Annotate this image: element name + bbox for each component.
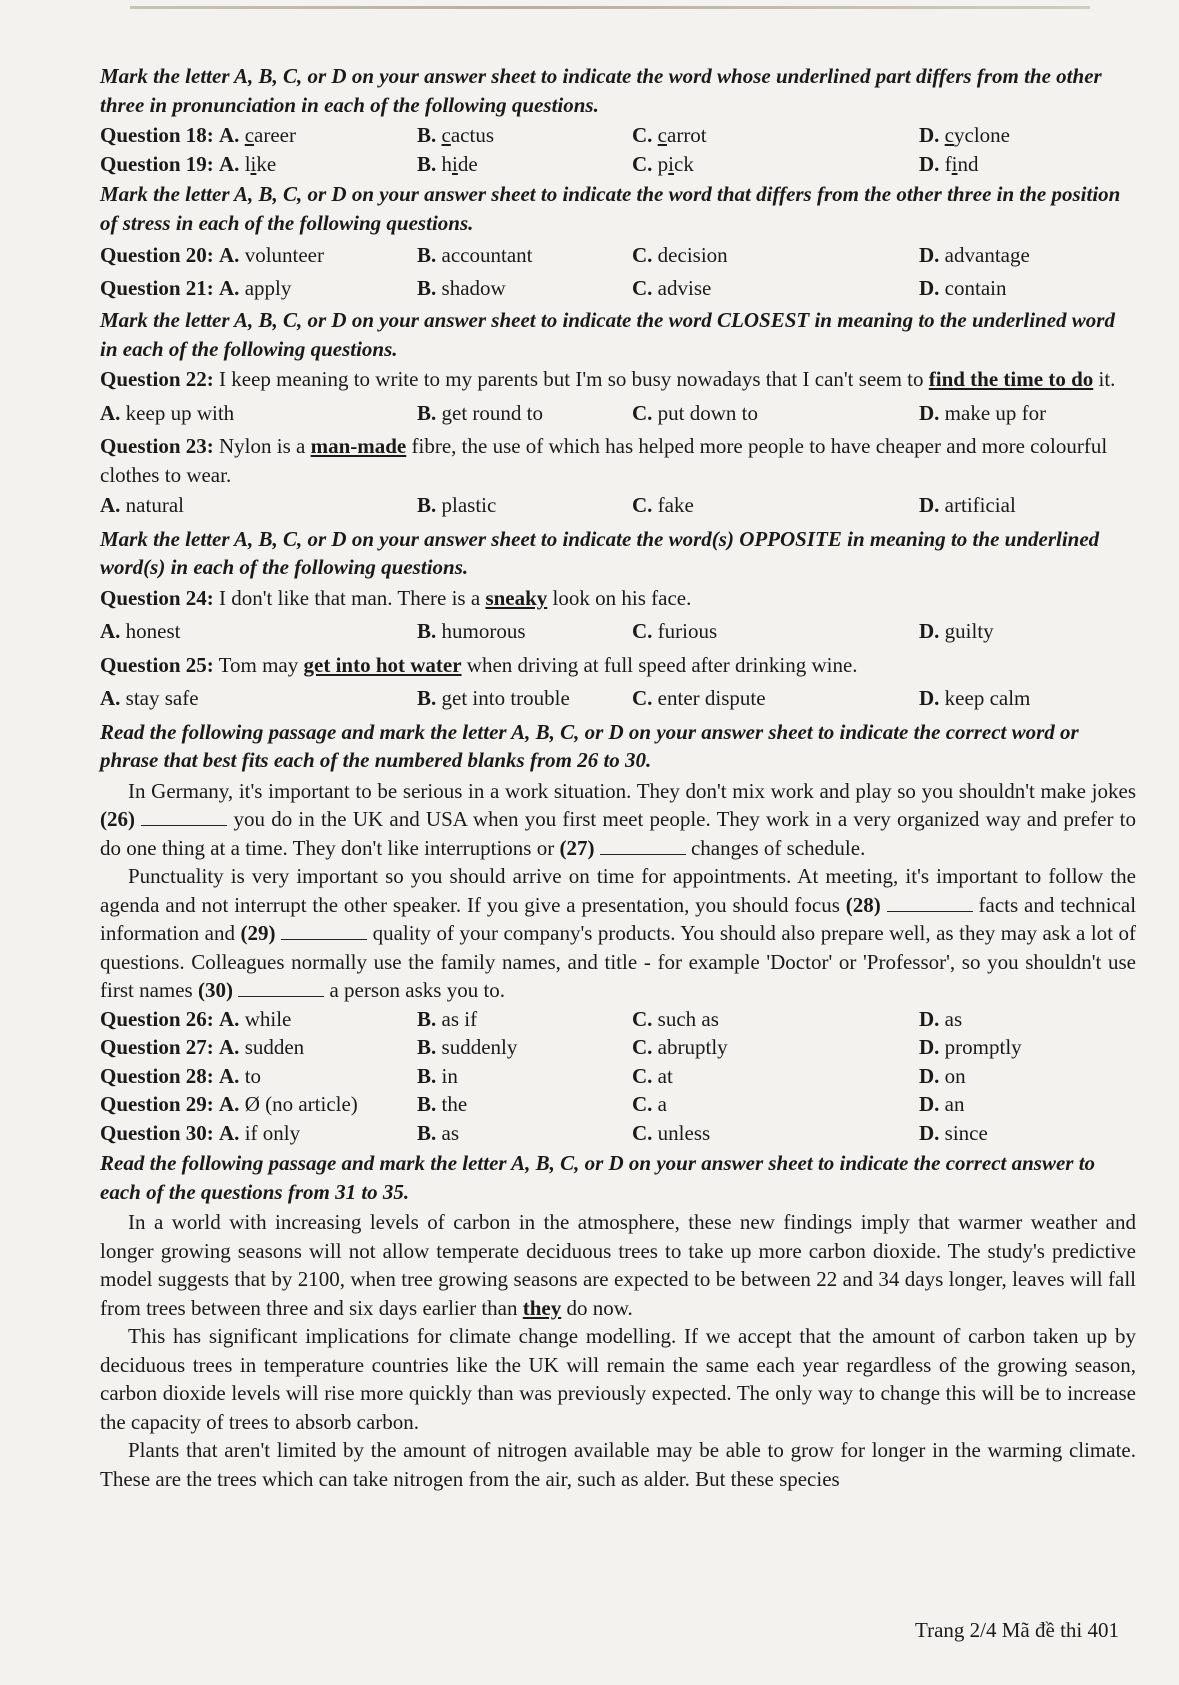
- q30-option-a: Question 30: A. if only: [100, 1120, 301, 1145]
- q20-option-a: Question 20: A. volunteer: [100, 243, 324, 267]
- q19-option-d: D. find: [919, 151, 979, 176]
- q24-option-a: A. honest: [100, 619, 181, 643]
- q25-option-b: B. get into trouble: [417, 686, 570, 710]
- q30-option-c: C. unless: [632, 1120, 711, 1145]
- q18-option-d: D. cyclone: [919, 123, 1010, 147]
- q22-option-c: C. put down to: [632, 400, 759, 425]
- instruction-closest-meaning: Mark the letter A, B, C, or D on your answer sheet to indicate the word CLOSEST in meaning to the underlined word in each of the following questions.: [100, 308, 1115, 361]
- q21-option-b: B. shadow: [417, 275, 506, 300]
- instruction-pronunciation: Mark the letter A, B, C, or D on your answer sheet to indicate the word whose underlined part differs from the other three in pronunciation in each of the following questions.: [100, 64, 1102, 117]
- q23-option-c: C. fake: [632, 493, 694, 517]
- blank-26: [141, 807, 227, 826]
- q22-option-a: A. keep up with: [100, 400, 235, 425]
- question-21-row: [100, 274, 1136, 303]
- reading-paragraph-3: Plants that aren't limited by the amount of nitrogen available may be able to grow for longer in the warming climate. These are the trees which can take nitrogen from the air, such as alder. But these species: [100, 1438, 1136, 1491]
- reading-paragraph-1: In a world with increasing levels of carbon in the atmosphere, these new findings imply that warmer weather and longer growing seasons will not allow temperate deciduous trees to take up more carbon dioxide. The study's predictive model suggests that by 2100, when tree growing seasons are expected to be between 22 and 34 days longer, leaves will fall from trees between three and six days earlier than they do now.: [100, 1210, 1136, 1320]
- question-26-row: [100, 1005, 1136, 1034]
- page-footer: Trang 2/4 Mã đề thi 401: [915, 1618, 1119, 1642]
- q24-option-c: C. furious: [632, 619, 718, 643]
- instruction-cloze-passage: Read the following passage and mark the letter A, B, C, or D on your answer sheet to indicate the correct word or phrase that best fits each of the numbered blanks from 26 to 30.: [100, 719, 1079, 772]
- q23-option-b: B. plastic: [417, 493, 497, 517]
- q20-option-b: B. accountant: [417, 243, 533, 267]
- q28-option-a: Question 28: A. to: [100, 1063, 262, 1088]
- q26-option-a: Question 26: A. while: [100, 1006, 292, 1031]
- question-20-row: [100, 241, 1136, 270]
- blank-30: [238, 978, 324, 997]
- q18-option-b: B. cactus: [417, 123, 494, 147]
- q27-option-d: D. promptly: [919, 1035, 1022, 1059]
- q26-option-b: B. as if: [417, 1006, 478, 1031]
- q29-option-c: C. a: [632, 1092, 667, 1116]
- blank-27: [600, 836, 686, 855]
- instruction-opposite-meaning: Mark the letter A, B, C, or D on your answer sheet to indicate the word(s) OPPOSITE in meaning to the underlined word(s) in each of the following questions.: [100, 526, 1100, 579]
- question-24-text: Question 24: I don't like that man. There is a sneaky look on his face.: [100, 585, 692, 610]
- q28-option-c: C. at: [632, 1063, 673, 1088]
- question-28-row: [100, 1062, 1136, 1091]
- blank-29: [281, 921, 367, 940]
- question-22-options: [100, 399, 1136, 428]
- q27-option-c: C. abruptly: [632, 1035, 728, 1059]
- q22-option-d: D. make up for: [919, 400, 1047, 425]
- q27-option-a: Question 27: A. sudden: [100, 1035, 305, 1059]
- q19-option-b: B. hide: [417, 151, 478, 176]
- top-edge-line: [130, 6, 1090, 9]
- question-18-row: [100, 121, 1136, 150]
- q20-option-c: C. decision: [632, 243, 728, 267]
- question-19-row: [100, 150, 1136, 179]
- q29-option-d: D. an: [919, 1092, 965, 1116]
- q25-option-a: A. stay safe: [100, 686, 199, 710]
- q21-option-a: Question 21: A. apply: [100, 275, 292, 300]
- q25-option-d: D. keep calm: [919, 686, 1031, 710]
- q23-option-d: D. artificial: [919, 493, 1016, 517]
- questions-pronunciation: [100, 121, 1136, 178]
- instruction-reading-passage: Read the following passage and mark the letter A, B, C, or D on your answer sheet to indicate the correct answer to each of the questions from 31 to 35.: [100, 1151, 1096, 1204]
- q29-option-a: Question 29: A. Ø (no article): [100, 1092, 358, 1116]
- q28-option-b: B. in: [417, 1063, 458, 1088]
- question-25-options: [100, 684, 1136, 713]
- q30-option-b: B. as: [417, 1120, 460, 1145]
- question-22-text: Question 22: I keep meaning to write to my parents but I'm so busy nowadays that I can't seem to find the time to do it.: [100, 367, 1116, 391]
- exam-page: [100, 60, 1136, 1493]
- instruction-stress: Mark the letter A, B, C, or D on your answer sheet to indicate the word that differs from the other three in the position of stress in each of the following questions.: [100, 182, 1121, 235]
- cloze-paragraph-2: Punctuality is very important so you should arrive on time for appointments. At meeting, it's important to follow the agenda and not interrupt the other speaker. If you give a presentation, you should focus (28) facts and technical information and (29) quality of your company's products. You should also prepare well, as they may ask a lot of questions. Colleagues normally use the family names, and title - for example 'Doctor' or 'Professor', so you shouldn't use first names (30) a person asks you to.: [100, 864, 1137, 1002]
- q24-option-d: D. guilty: [919, 619, 994, 643]
- q30-option-d: D. since: [919, 1120, 988, 1145]
- cloze-questions: [100, 1005, 1136, 1148]
- q21-option-c: C. advise: [632, 275, 712, 300]
- blank-28: [887, 893, 973, 912]
- q29-option-b: B. the: [417, 1092, 468, 1116]
- question-27-row: [100, 1033, 1136, 1062]
- q19-option-a: Question 19: A. like: [100, 151, 277, 176]
- question-24-options: [100, 617, 1136, 646]
- reading-paragraph-2: This has significant implications for climate change modelling. If we accept that the amount of carbon taken up by deciduous trees in temperature countries like the UK will remain the same each year regardless of the growing season, carbon dioxide levels will rise more quickly than was previously expected. The only way to change this will be to increase the capacity of trees to absorb carbon.: [100, 1324, 1136, 1434]
- q18-option-a: Question 18: A. career: [100, 123, 296, 147]
- q19-option-c: C. pick: [632, 151, 694, 176]
- q22-option-b: B. get round to: [417, 400, 543, 425]
- cloze-paragraph-1: In Germany, it's important to be serious in a work situation. They don't mix work and play so you shouldn't make jokes (26) you do in the UK and USA when you first meet people. They work in a very organized way and prefer to do one thing at a time. They don't like interruptions or (27) changes of schedule.: [100, 778, 1137, 860]
- q25-option-c: C. enter dispute: [632, 686, 766, 710]
- question-23-text: Question 23: Nylon is a man-made fibre, the use of which has helped more people to have cheaper and more colourful clothes to wear.: [100, 434, 1108, 487]
- q24-option-b: B. humorous: [417, 619, 526, 643]
- question-25-text: Question 25: Tom may get into hot water when driving at full speed after drinking wine.: [100, 652, 858, 677]
- q20-option-d: D. advantage: [919, 243, 1030, 267]
- q26-option-d: D. as: [919, 1006, 963, 1031]
- q21-option-d: D. contain: [919, 275, 1007, 300]
- question-29-row: [100, 1090, 1136, 1119]
- q28-option-d: D. on: [919, 1063, 966, 1088]
- question-30-row: [100, 1119, 1136, 1148]
- q18-option-c: C. carrot: [632, 123, 707, 147]
- q23-option-a: A. natural: [100, 493, 184, 517]
- question-23-options: [100, 491, 1136, 520]
- q26-option-c: C. such as: [632, 1006, 719, 1031]
- q27-option-b: B. suddenly: [417, 1035, 518, 1059]
